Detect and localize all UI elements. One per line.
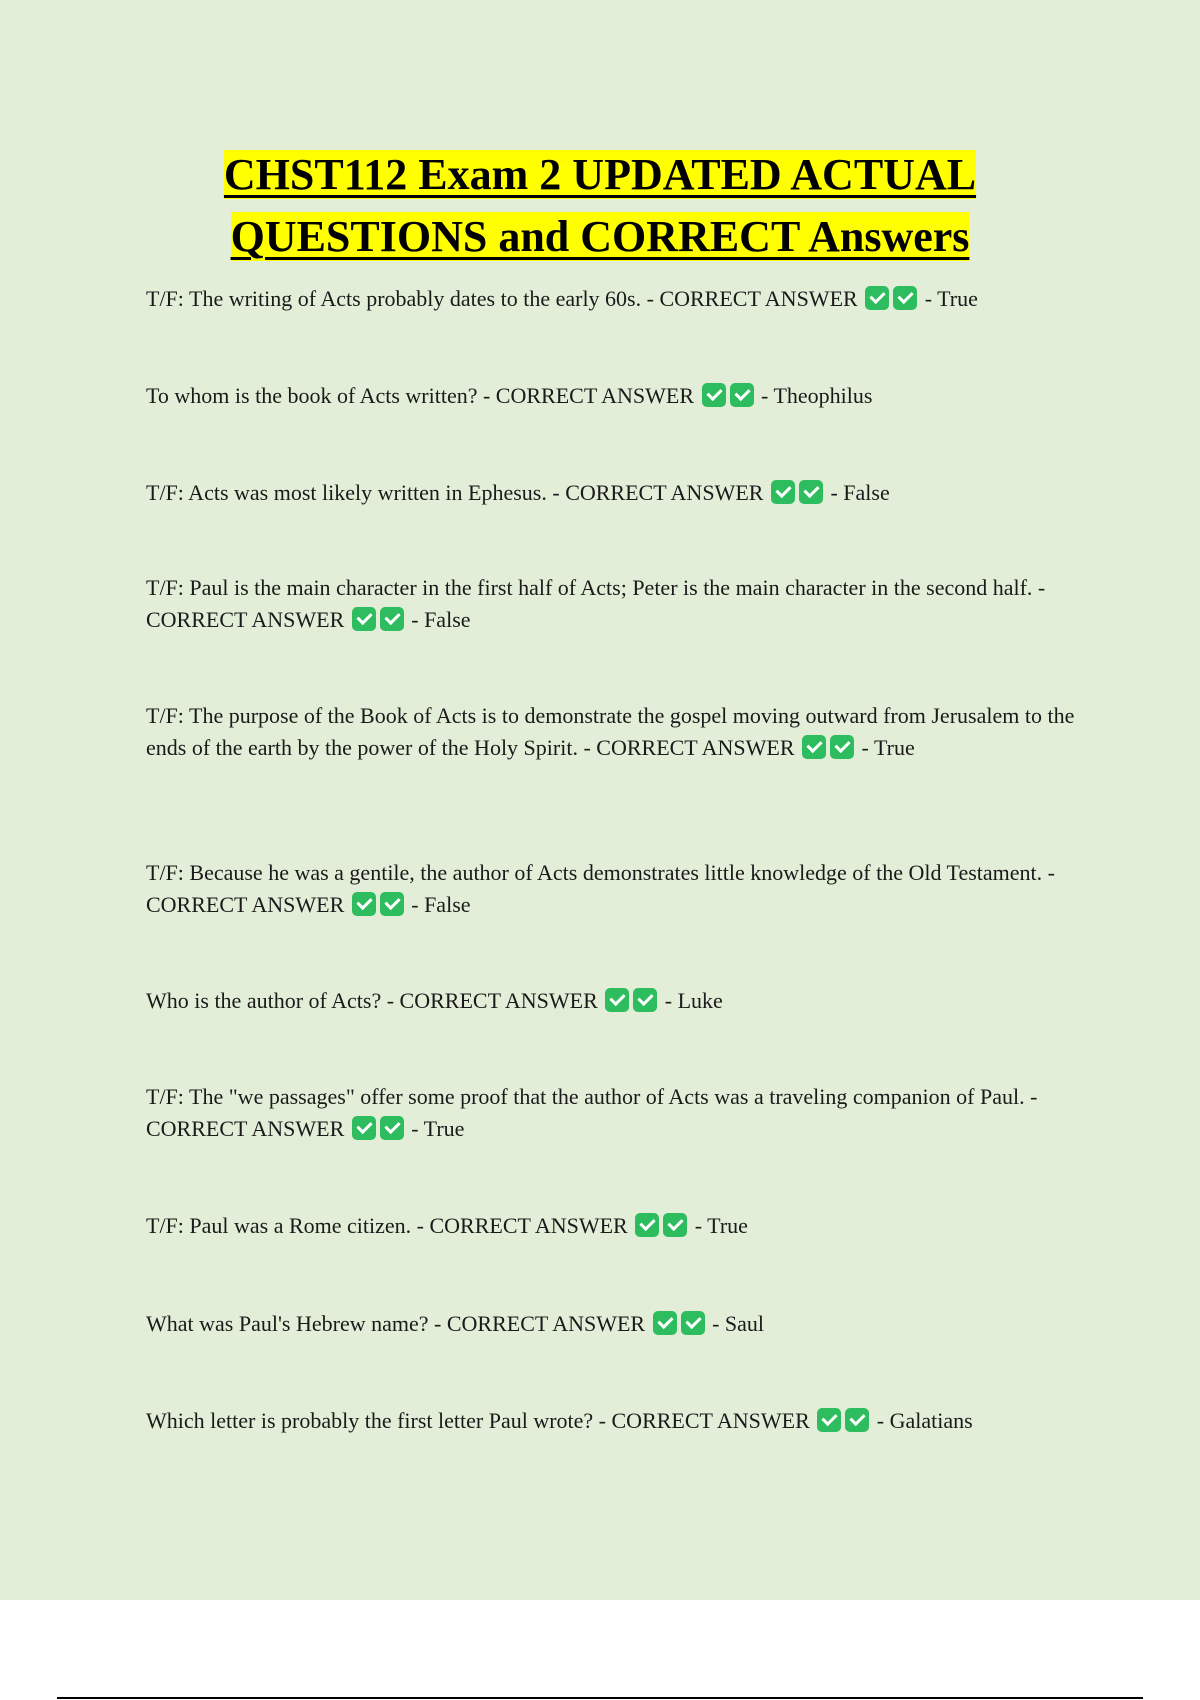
check-icon	[635, 1213, 659, 1237]
question-text: Who is the author of Acts? - CORRECT ANSWER	[146, 988, 598, 1013]
qa-item-7	[146, 985, 1076, 1017]
qa-item-5	[146, 700, 1076, 764]
answer-text: - True	[411, 1116, 465, 1141]
question-text: T/F: The purpose of the Book of Acts is to demonstrate the gospel moving outward from Jerusalem to the ends of the earth by the power of the Holy Spirit. - CORRECT ANSWER	[146, 703, 1075, 760]
check-icon	[845, 1408, 869, 1432]
qa-item-1	[146, 283, 1076, 315]
qa-item-9	[146, 1210, 1076, 1242]
qa-item-11	[146, 1405, 1076, 1437]
check-icon	[702, 383, 726, 407]
check-icon	[817, 1408, 841, 1432]
answer-text: - Galatians	[876, 1408, 973, 1433]
check-icon	[799, 480, 823, 504]
answer-text: - Theophilus	[761, 383, 873, 408]
answer-text: - False	[411, 607, 471, 632]
answer-text: - False	[411, 892, 471, 917]
check-icon	[771, 480, 795, 504]
question-text: What was Paul's Hebrew name? - CORRECT ANSWER	[146, 1311, 646, 1336]
check-icon	[380, 1116, 404, 1140]
check-icon	[663, 1213, 687, 1237]
question-text: T/F: The "we passages" offer some proof that the author of Acts was a traveling companion of Paul. - CORRECT ANSWER	[146, 1084, 1038, 1141]
check-icon	[380, 892, 404, 916]
answer-text: - Luke	[664, 988, 723, 1013]
page-divider	[57, 1697, 1143, 1699]
answer-text: - True	[924, 286, 978, 311]
document-title-line-1: CHST112 Exam 2 UPDATED ACTUAL	[223, 150, 977, 199]
question-text: T/F: The writing of Acts probably dates to the early 60s. - CORRECT ANSWER	[146, 286, 858, 311]
answer-text: - Saul	[712, 1311, 765, 1336]
qa-item-10	[146, 1308, 1076, 1340]
check-icon	[730, 383, 754, 407]
document-title-line-2: QUESTIONS and CORRECT Answers	[230, 212, 970, 261]
qa-item-2	[146, 380, 1076, 412]
answer-text: - False	[830, 480, 890, 505]
qa-item-3	[146, 477, 1076, 509]
answer-text: - True	[861, 735, 915, 760]
check-icon	[380, 607, 404, 631]
check-icon	[352, 1116, 376, 1140]
check-icon	[865, 286, 889, 310]
check-icon	[681, 1311, 705, 1335]
check-icon	[653, 1311, 677, 1335]
question-text: T/F: Acts was most likely written in Ephesus. - CORRECT ANSWER	[146, 480, 764, 505]
question-text: Which letter is probably the first letter Paul wrote? - CORRECT ANSWER	[146, 1408, 810, 1433]
check-icon	[352, 892, 376, 916]
check-icon	[352, 607, 376, 631]
question-text: T/F: Because he was a gentile, the author of Acts demonstrates little knowledge of the Old Testament. - CORRECT ANSWER	[146, 860, 1055, 917]
qa-item-4	[146, 572, 1076, 636]
check-icon	[830, 735, 854, 759]
question-text: T/F: Paul was a Rome citizen. - CORRECT ANSWER	[146, 1213, 628, 1238]
check-icon	[893, 286, 917, 310]
question-text: T/F: Paul is the main character in the first half of Acts; Peter is the main character in the second half. - CORRECT ANSWER	[146, 575, 1046, 632]
question-text: To whom is the book of Acts written? - CORRECT ANSWER	[146, 383, 695, 408]
title-block	[0, 144, 1200, 268]
qa-item-8	[146, 1081, 1076, 1145]
check-icon	[802, 735, 826, 759]
check-icon	[605, 988, 629, 1012]
qa-item-6	[146, 857, 1076, 921]
check-icon	[633, 988, 657, 1012]
answer-text: - True	[694, 1213, 748, 1238]
